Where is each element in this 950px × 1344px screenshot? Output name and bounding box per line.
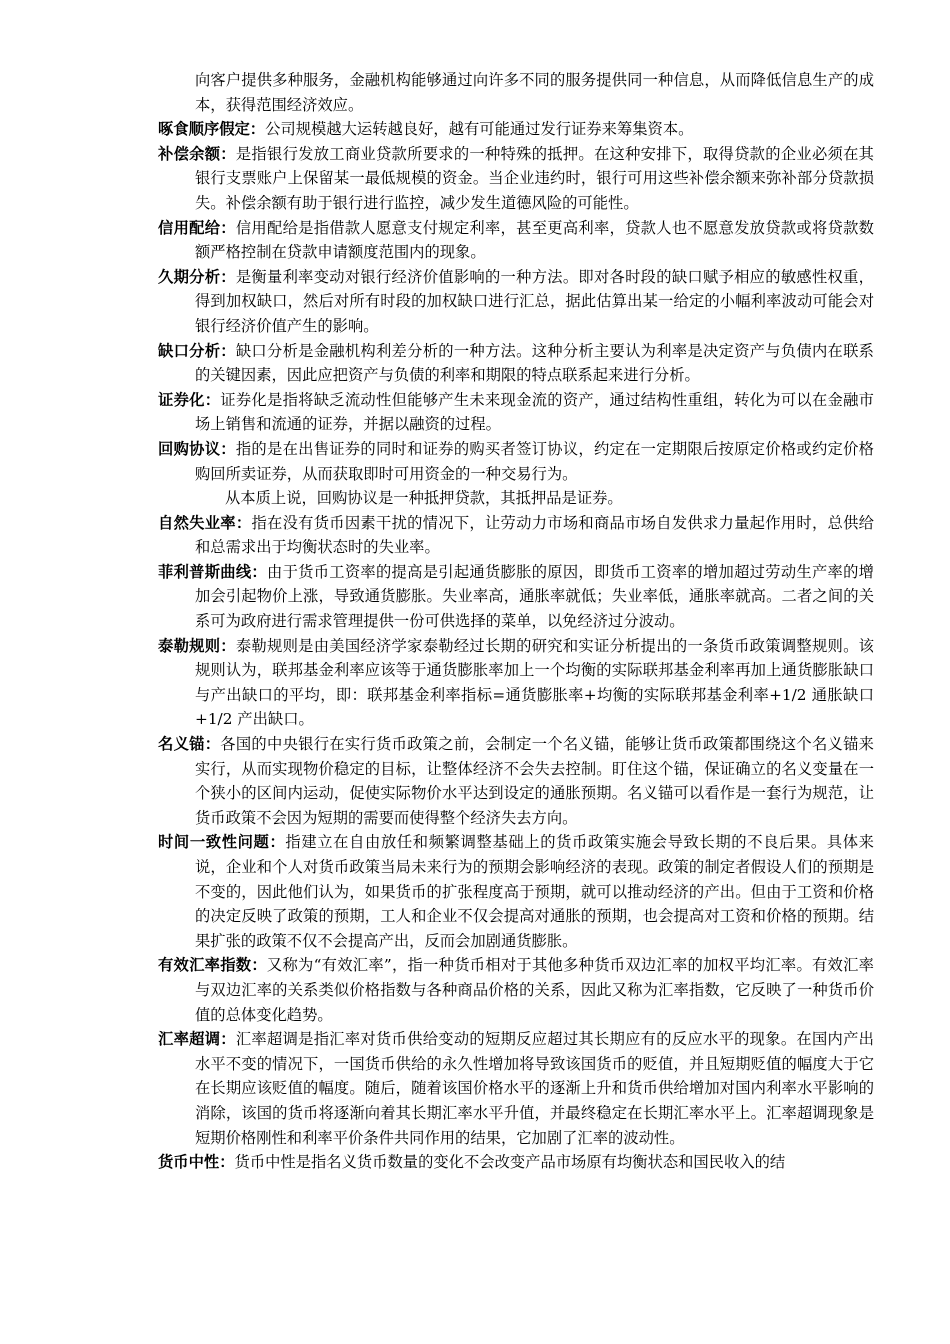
document-page bbox=[158, 68, 874, 1175]
continuation-paragraph bbox=[158, 68, 874, 117]
entry-text: 指的是在出售证券的同时和证券的购买者签订协议，约定在一定期限后按原定价格或约定价格购回所卖证券，从而获取即时可用资金的一种交易行为。 bbox=[195, 439, 874, 483]
definition-taylor-rule bbox=[158, 634, 874, 732]
entry-text: 由于货币工资率的提高是引起通货膨胀的原因，即货币工资率的增加超过劳动生产率的增加会引起物价上涨，导致通货膨胀。失业率高，通胀率就低；失业率低，通胀率就高。二者之间的关系可为政府进行需求管理提供一份可供选择的菜单，以免经济过分波动。 bbox=[195, 562, 874, 631]
entry-text: 缺口分析是金融机构利差分析的一种方法。这种分析主要认为利率是决定资产与负债内在联系的关键因素，因此应把资产与负债的利率和期限的特点联系起来进行分析。 bbox=[195, 341, 874, 385]
term-heading: 泰勒规则： bbox=[158, 636, 236, 655]
definition-securitization bbox=[158, 388, 874, 437]
term-heading: 啄食顺序假定： bbox=[158, 120, 266, 139]
entry-text: 泰勒规则是由美国经济学家泰勒经过长期的研究和实证分析提出的一条货币政策调整规则。该规则认为，联邦基金利率应该等于通货膨胀率加上一个均衡的实际联邦基金利率再加上通货膨胀缺口与产出缺口的平均，即：联邦基金利率指标=通货膨胀率+均衡的实际联邦基金利率+1/2 通胀缺口+1/2 产出缺口。 bbox=[195, 636, 874, 729]
term-heading: 自然失业率： bbox=[158, 513, 252, 532]
repo-note-paragraph bbox=[158, 486, 874, 511]
definition-money-neutrality bbox=[158, 1150, 874, 1175]
definition-credit-rationing bbox=[158, 216, 874, 265]
entry-text: 又称为“有效汇率”，指一种货币相对于其他多种货币双边汇率的加权平均汇率。有效汇率与双边汇率的关系类似价格指数与各种商品价格的关系，因此又称为汇率指数，它反映了一种货币价值的总体变化趋势。 bbox=[195, 956, 874, 1024]
definition-natural-unemployment bbox=[158, 511, 874, 560]
entry-text: 指建立在自由放任和频繁调整基础上的货币政策实施会导致长期的不良后果。具体来说，企业和个人对货币政策当局未来行为的预期会影响经济的表现。政策的制定者假设人们的预期是不变的，因此他们认为，如果货币的扩张程度高于预期，就可以推动经济的产出。但由于工资和价格的决定反映了政策的预期，工人和企业不仅会提高对通胀的预期，也会提高对工资和价格的预期。结果扩张的政策不仅不会提高产出，反而会加剧通货膨胀。 bbox=[195, 833, 874, 950]
term-heading: 有效汇率指数： bbox=[158, 956, 267, 975]
term-heading: 名义锚： bbox=[158, 735, 221, 754]
definition-compensating-balance bbox=[158, 142, 874, 216]
entry-text: 证券化是指将缺乏流动性但能够产生未来现金流的资产，通过结构性重组，转化为可以在金融市场上销售和流通的证券，并据以融资的过程。 bbox=[195, 390, 874, 434]
term-heading: 久期分析： bbox=[158, 267, 236, 286]
entry-text: 是指银行发放工商业贷款所要求的一种特殊的抵押。在这种安排下，取得贷款的企业必须在其银行支票账户上保留某一最低规模的资金。当企业违约时，银行可用这些补偿余额来弥补部分贷款损失。补偿余额有助于银行进行监控，减少发生道德风险的可能性。 bbox=[195, 144, 874, 212]
definition-time-inconsistency bbox=[158, 830, 874, 953]
term-heading: 信用配给： bbox=[158, 218, 236, 237]
entry-text: 货币中性是指名义货币数量的变化不会改变产品市场原有均衡状态和国民收入的结 bbox=[234, 1153, 786, 1172]
entry-text: 公司规模越大运转越良好，越有可能通过发行证券来筹集资本。 bbox=[265, 120, 694, 139]
term-heading: 回购协议： bbox=[158, 439, 236, 458]
definition-exchange-rate-overshooting bbox=[158, 1027, 874, 1150]
term-heading: 菲利普斯曲线： bbox=[158, 562, 267, 581]
entry-text: 指在没有货币因素干扰的情况下，让劳动力市场和商品市场自发供求力量起作用时，总供给和总需求出于均衡状态时的失业率。 bbox=[195, 513, 874, 557]
term-heading: 时间一致性问题： bbox=[158, 833, 286, 852]
entry-text: 汇率超调是指汇率对货币供给变动的短期反应超过其长期应有的反应水平的现象。在国内产出水平不变的情况下，一国货币供给的永久性增加将导致该国货币的贬值，并且短期贬值的幅度大于它在长期应该贬值的幅度。随后，随着该国价格水平的逐渐上升和货币供给增加对国内利率水平影响的消除，该国的货币将逐渐向着其长期汇率水平升值，并最终稳定在长期汇率水平上。汇率超调现象是短期价格刚性和利率平价条件共同作用的结果，它加剧了汇率的波动性。 bbox=[195, 1030, 874, 1147]
definition-nominal-anchor bbox=[158, 732, 874, 830]
definition-phillips-curve bbox=[158, 560, 874, 634]
entry-text: 从本质上说，回购协议是一种抵押贷款，其抵押品是证券。 bbox=[225, 489, 623, 508]
term-heading: 汇率超调： bbox=[158, 1030, 236, 1049]
definition-duration-analysis bbox=[158, 265, 874, 339]
definition-effective-exchange-rate bbox=[158, 953, 874, 1027]
definition-gap-analysis bbox=[158, 339, 874, 388]
entry-text: 各国的中央银行在实行货币政策之前，会制定一个名义锚，能够让货币政策都围绕这个名义锚来实行，从而实现物价稳定的目标，让整体经济不会失去控制。盯住这个锚，保证确立的名义变量在一个狭小的区间内运动，促使实际物价水平达到设定的通胀预期。名义锚可以看作是一套行为规范，让货币政策不会因为短期的需要而使得整个经济失去方向。 bbox=[195, 735, 874, 827]
entry-text: 是衡量利率变动对银行经济价值影响的一种方法。即对各时段的缺口赋予相应的敏感性权重，得到加权缺口，然后对所有时段的加权缺口进行汇总，据此估算出某一给定的小幅利率波动可能会对银行经济价值产生的影响。 bbox=[195, 267, 874, 335]
term-heading: 证券化： bbox=[158, 390, 221, 409]
definition-pecking-order bbox=[158, 117, 874, 142]
entry-text: 信用配给是指借款人愿意支付规定利率，甚至更高利率，贷款人也不愿意发放贷款或将贷款数额严格控制在贷款申请额度范围内的现象。 bbox=[195, 218, 874, 262]
term-heading: 货币中性： bbox=[158, 1153, 235, 1172]
term-heading: 缺口分析： bbox=[158, 341, 236, 360]
term-heading: 补偿余额： bbox=[158, 144, 236, 163]
definition-repurchase-agreement bbox=[158, 437, 874, 486]
entry-text: 向客户提供多种服务，金融机构能够通过向许多不同的服务提供同一种信息，从而降低信息生产的成本，获得范围经济效应。 bbox=[195, 71, 874, 114]
